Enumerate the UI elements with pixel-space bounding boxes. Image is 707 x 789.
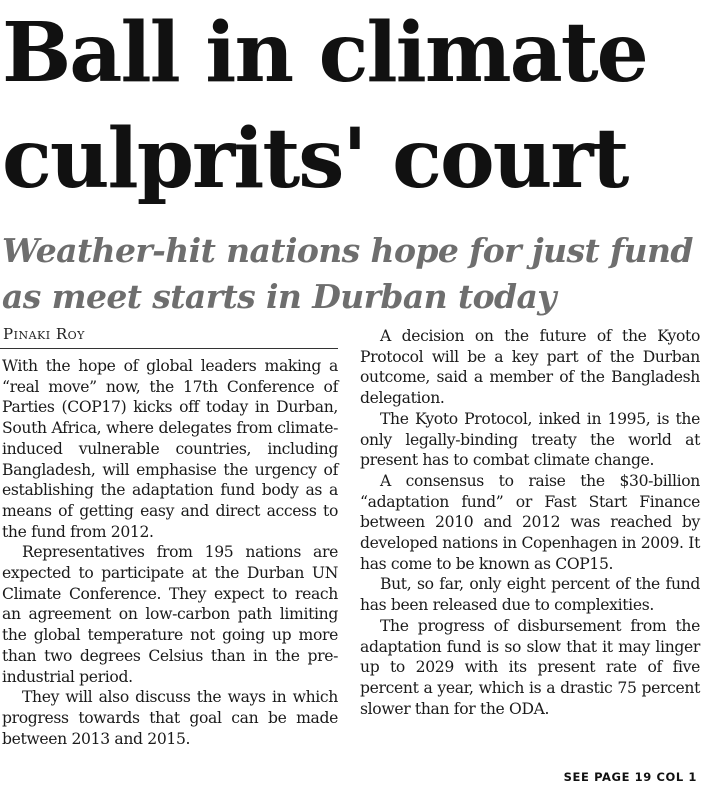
paragraph: The progress of disbursement from the adaptation fund is so slow that it may linger up to 2029 with its present rate of five percent a year, which is a drastic 75 percent slower than for the ODA. [360, 616, 700, 718]
subheadline [2, 228, 707, 320]
paragraph: A consensus to raise the $30-billion “adaptation fund” or Fast Start Finance between 2010 and 2012 was reached by developed nations in Copenhagen in 2009. It has come to be known as COP15. [360, 471, 700, 573]
paragraph: But, so far, only eight percent of the fund has been released due to complexities. [360, 575, 700, 615]
subheadline-line-1: Weather-hit nations hope for just fund [2, 231, 693, 270]
continuation-jump-line: SEE PAGE 19 COL 1 [563, 770, 697, 784]
headline-line-2: culprits' court [2, 111, 628, 207]
subheadline-line-2: as meet starts in Durban today [2, 277, 556, 316]
paragraph: With the hope of global leaders making a “real move” now, the 17th Conference of Parties (COP17) kicks off today in Durban, South Africa, where delegates from climate-induced vulnerable countries, including Bangladesh, will emphasise the urgency of establishing the adaptation fund body as a means of getting easy and direct access to the fund from 2012. [2, 357, 338, 541]
headline [2, 0, 707, 212]
paragraph: They will also discuss the ways in which progress towards that goal can be made between 2013 and 2015. [2, 688, 338, 748]
byline-divider [0, 348, 338, 349]
article-column-right [360, 326, 700, 719]
byline: Pinaki Roy [3, 325, 85, 343]
paragraph: The Kyoto Protocol, inked in 1995, is the only legally-binding treaty the world at present has to combat climate change. [360, 409, 700, 470]
headline-line-1: Ball in climate [2, 5, 647, 101]
paragraph: A decision on the future of the Kyoto Protocol will be a key part of the Durban outcome, said a member of the Bangladesh delegation. [360, 327, 700, 408]
article-column-left [2, 356, 338, 749]
paragraph: Representatives from 195 nations are expected to participate at the Durban UN Climate Conference. They expect to reach an agreement on low-carbon path limiting the global temperature not going up more than two degrees Celsius than in the pre-industrial period. [2, 543, 338, 686]
